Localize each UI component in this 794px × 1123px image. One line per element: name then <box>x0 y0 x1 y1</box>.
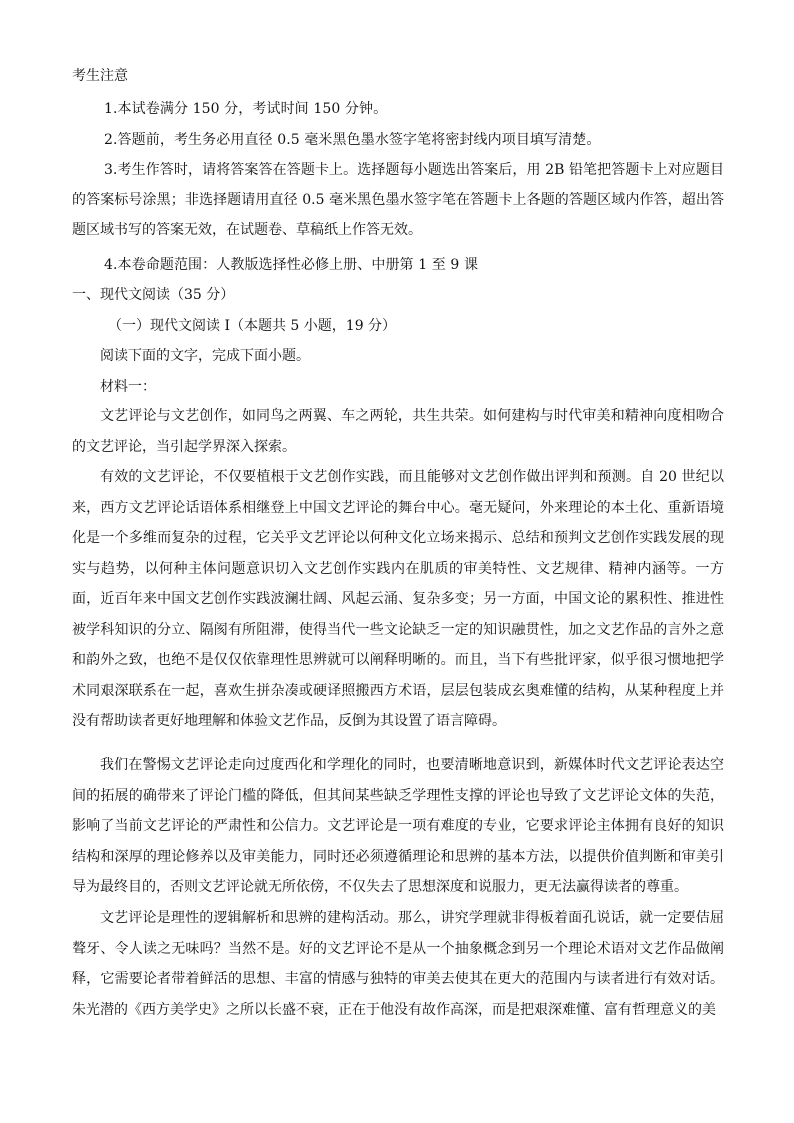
notice-item-3: 3.考生作答时，请将答案答在答题卡上。选择题每小题选出答案后，用 2B 铅笔把答题卡上对应题目的答案标号涂黑；非选择题请用直径 0.5 毫米黑色墨水签字笔在答题卡上各题的答题区域内作答，超出答题区域书写的答案无效，在试题卷、草稿纸上作答无效。 <box>72 162 724 238</box>
paragraph-4: 文艺评论是理性的逻辑解析和思辨的建构活动。那么，讲究学理就非得板着面孔说话，就一定要佶屈聱牙、令人读之无味吗？当然不是。好的文艺评论不是从一个抽象概念到另一个理论术语对文艺作品做阐释，它需要论者带着鲜活的思想、丰富的情感与独特的审美去使其在更大的范围内与读者进行有效对话。朱光潜的《西方美学史》之所以长盛不衰，正在于他没有故作高深，而是把艰深难懂、富有哲理意义的美 <box>72 910 724 1018</box>
section-title: 一、现代文阅读（35 分） <box>72 287 235 303</box>
notice-item-1: 1.本试卷满分 150 分，考试时间 150 分钟。 <box>104 101 388 117</box>
paragraph-3: 我们在警惕文艺评论走向过度西化和学理化的同时，也要清晰地意识到，新媒体时代文艺评论表达空间的拓展的确带来了评论门槛的降低，但其间某些缺乏学理性支撑的评论也导致了文艺评论文体的失范，影响了当前文艺评论的严肃性和公信力。文艺评论是一项有难度的专业，它要求评论主体拥有良好的知识结构和深厚的理论修养以及审美能力，同时还必须遵循理论和思辨的基本方法，以提供价值判断和审美引导为最终目的，否则文艺评论就无所依傍，不仅失去了思想深度和说服力，更无法赢得读者的尊重。 <box>72 757 724 895</box>
paragraph-1: 文艺评论与文艺创作，如同鸟之两翼、车之两轮，共生共荣。如何建构与时代审美和精神向度相吻合的文艺评论，当引起学界深入探索。 <box>72 408 724 455</box>
reading-instruction: 阅读下面的文字，完成下面小题。 <box>100 348 310 364</box>
subsection-title: （一）现代文阅读 I（本题共 5 小题，19 分） <box>108 318 397 334</box>
notice-item-2: 2.答题前，考生务必用直径 0.5 毫米黑色墨水签字笔将密封线内项目填写清楚。 <box>104 132 601 148</box>
notice-heading: 考生注意 <box>72 68 128 84</box>
paragraph-2: 有效的文艺评论，不仅要植根于文艺创作实践，而且能够对文艺创作做出评判和预测。自 20 世纪以来，西方文艺评论话语体系相继登上中国文艺评论的舞台中心。毫无疑问，外来理论的本土化、重新语境化是一个多维而复杂的过程，它关乎文艺评论以何种文化立场来揭示、总结和预判文艺创作实践发展的现实与趋势，以何种主体问题意识切入文艺创作实践内在肌质的审美特性、文艺规律、精神内涵等。一方面，近百年来中国文艺创作实践波澜壮阔、风起云涌、复杂多变；另一方面，中国文论的累积性、推进性被学科知识的分立、隔阂有所阻滞，使得当代一些文论缺乏一定的知识融贯性，加之文艺作品的言外之意和韵外之致，也绝不是仅仅依靠理性思辨就可以阐释明晰的。而且，当下有些批评家，似乎很习惯地把学术同艰深联系在一起，喜欢生拼杂凑或硬译照搬西方术语，层层包装成玄奥难懂的结构，从某种程度上并没有帮助读者更好地理解和体验文艺作品，反倒为其设置了语言障碍。 <box>72 469 724 729</box>
material-label: 材料一： <box>100 379 156 395</box>
notice-item-4: 4.本卷命题范围：人教版选择性必修上册、中册第 1 至 9 课 <box>104 257 479 273</box>
